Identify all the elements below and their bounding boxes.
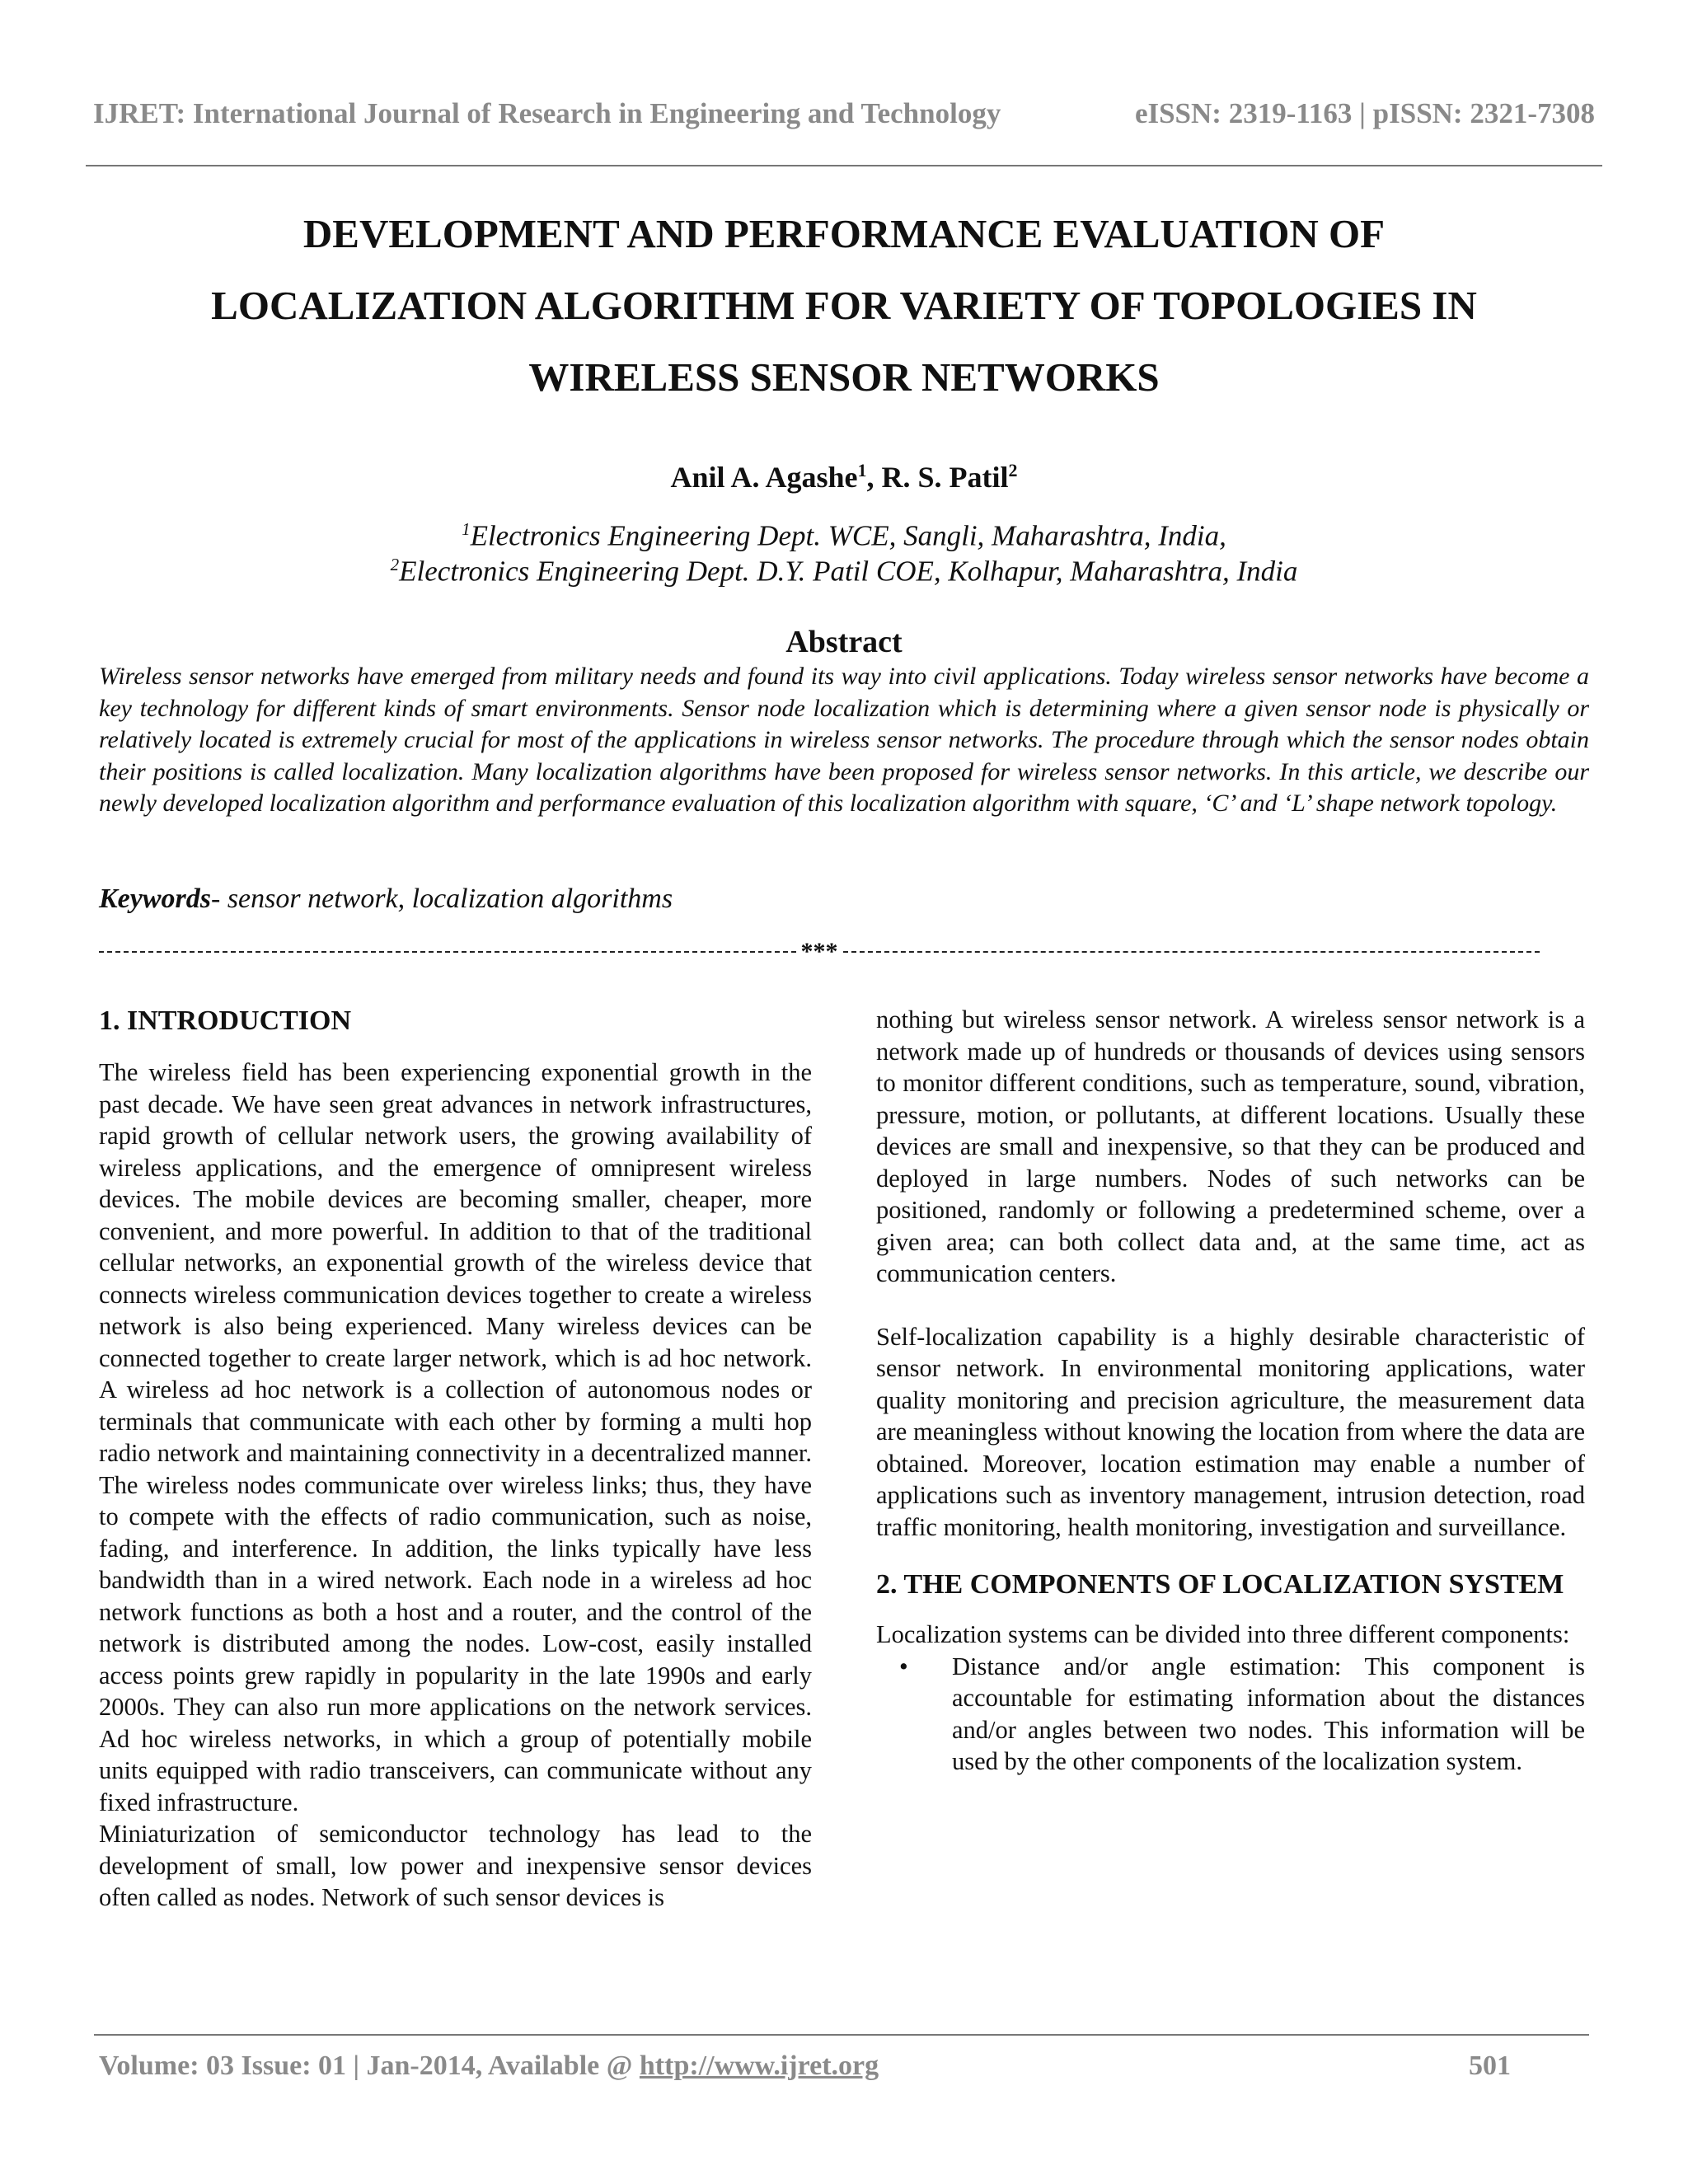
paper-title <box>82 198 1606 413</box>
author-2-sup: 2 <box>1008 460 1018 480</box>
authors <box>0 460 1688 494</box>
section-2-intro: Localization systems can be divided into three different components: <box>876 1620 1570 1648</box>
affiliation-2-sup: 2 <box>390 555 400 574</box>
journal-link[interactable]: http://www.ijret.org <box>639 2050 879 2081</box>
left-column <box>99 997 812 1914</box>
affiliation-1 <box>0 519 1688 553</box>
author-separator: , <box>866 461 882 494</box>
issn: eISSN: 2319-1163 | pISSN: 2321-7308 <box>1134 97 1595 129</box>
affiliation-1-sup: 1 <box>462 519 471 539</box>
abstract-heading: Abstract <box>785 625 903 659</box>
header-rule <box>86 165 1602 166</box>
list-item <box>876 1651 1585 1778</box>
right-column <box>876 1004 1585 1778</box>
intro-paragraph-2: Miniaturization of semiconductor technology has lead to the development of small, low power and inexpensive sensor devices often called as nodes. Network of such sensor devices is <box>99 1820 812 1911</box>
footer-volume-text: Volume: 03 Issue: 01 | Jan-2014, Available @ <box>99 2050 640 2081</box>
paragraph-gap <box>876 1290 1585 1321</box>
components-list <box>876 1651 1585 1778</box>
section-1-heading: 1. INTRODUCTION <box>99 1005 352 1036</box>
author-1: Anil A. Agashe <box>670 461 858 494</box>
intro-paragraph-4: Self-localization capability is a highly desirable characteristic of sensor network. In environmental monitoring applications, water quality monitoring and precision agriculture, the measurement data are meaningless without knowing the location from where the data are obtained. Moreover, location estimation may enable a number of applications such as inventory management, intrusion detection, road traffic monitoring, health monitoring, investigation and surveillance. <box>876 1322 1585 1541</box>
footer-rule <box>94 2034 1589 2036</box>
footer <box>99 2050 1511 2082</box>
intro-paragraph-1: The wireless field has been experiencing exponential growth in the past decade. We have seen great advances in network infrastructures, rapid growth of cellular network users, the growing availability of wireless applications, and the emergence of omnipresent wireless devices. The mobile devices are becoming smaller, cheaper, more convenient, and more powerful. In addition to that of the traditional cellular networks, an exponential growth of the wireless device that connects wireless communication devices together to create a wireless network is also being experienced. Many wireless devices can be connected together to create larger network, which is ad hoc network. A wireless ad hoc network is a collection of autonomous nodes or terminals that communicate with each other by forming a multi hop radio network and maintaining connectivity in a decentralized manner. The wireless nodes communicate over wireless links; thus, they have to compete with the effects of radio communication, such as noise, fading, and interference. In addition, the links typically have less bandwidth than in a wired network. Each node in a wireless ad hoc network functions as both a host and a router, and the control of the network is distributed among the nodes. Low-cost, easily installed access points grew rapidly in popularity in the late 1990s and early 2000s. They can also run more applications on the network services. Ad hoc wireless networks, in which a group of potentially mobile units equipped with radio transceivers, can communicate without any fixed infrastructure. <box>99 1058 812 1816</box>
list-item-text: Distance and/or angle estimation: This component is accountable for estimating information about the distances and/or angles between two nodes. This information will be used by the other components of the localization system. <box>952 1652 1585 1775</box>
author-2: R. S. Patil <box>881 461 1009 494</box>
section-2-heading: 2. THE COMPONENTS OF LOCALIZATION SYSTEM <box>876 1569 1564 1600</box>
title-line-2: LOCALIZATION ALGORITHM FOR VARIETY OF TOPOLOGIES IN <box>211 283 1477 328</box>
running-header <box>93 97 1595 130</box>
affiliation-1-text: Electronics Engineering Dept. WCE, Sangli, Maharashtra, India, <box>470 519 1226 552</box>
intro-paragraph-3: nothing but wireless sensor network. A wireless sensor network is a network made up of hundreds or thousands of devices using sensors to monitor different conditions, such as temperature, sound, vibration, pressure, motion, or pollutants, at different locations. Usually these devices are small and inexpensive, so that they can be produced and deployed in large numbers. Nodes of such networks can be positioned, randomly or following a predetermined scheme, over a given area; can both collect data and, at the same time, act as communication centers. <box>876 1005 1585 1287</box>
section-separator <box>99 938 1540 966</box>
keywords-text: - sensor network, localization algorithms <box>211 883 673 914</box>
separator-dash-right <box>843 951 1540 953</box>
separator-dash-left <box>99 951 796 953</box>
footer-volume <box>99 2050 879 2082</box>
title-line-1: DEVELOPMENT AND PERFORMANCE EVALUATION OF <box>302 211 1386 256</box>
title-line-3: WIRELESS SENSOR NETWORKS <box>528 354 1160 400</box>
abstract-body: Wireless sensor networks have emerged from military needs and found its way into civil applications. Today wireless sensor networks have become a key technology for different kinds of smart environments. Sensor node localization which is determining where a given sensor node is physically or relatively located is extremely crucial for most of the applications in wireless sensor networks. The procedure through which the sensor nodes obtain their positions is called localization. Many localization algorithms have been proposed for wireless sensor networks. In this article, we describe our newly developed localization algorithm and performance evaluation of this localization algorithm with square, ‘C’ and ‘L’ shape network topology. <box>99 663 1589 817</box>
keywords <box>99 883 673 915</box>
affiliation-2 <box>0 555 1688 588</box>
keywords-label: Keywords <box>99 883 211 914</box>
bullet-icon: • <box>899 1652 908 1680</box>
journal-name: IJRET: International Journal of Research in Engineering and Technology <box>93 97 1001 129</box>
author-1-sup: 1 <box>857 460 867 480</box>
separator-stars: *** <box>800 938 838 965</box>
affiliation-2-text: Electronics Engineering Dept. D.Y. Patil COE, Kolhapur, Maharashtra, India <box>399 555 1298 588</box>
page-number: 501 <box>1469 2050 1511 2081</box>
